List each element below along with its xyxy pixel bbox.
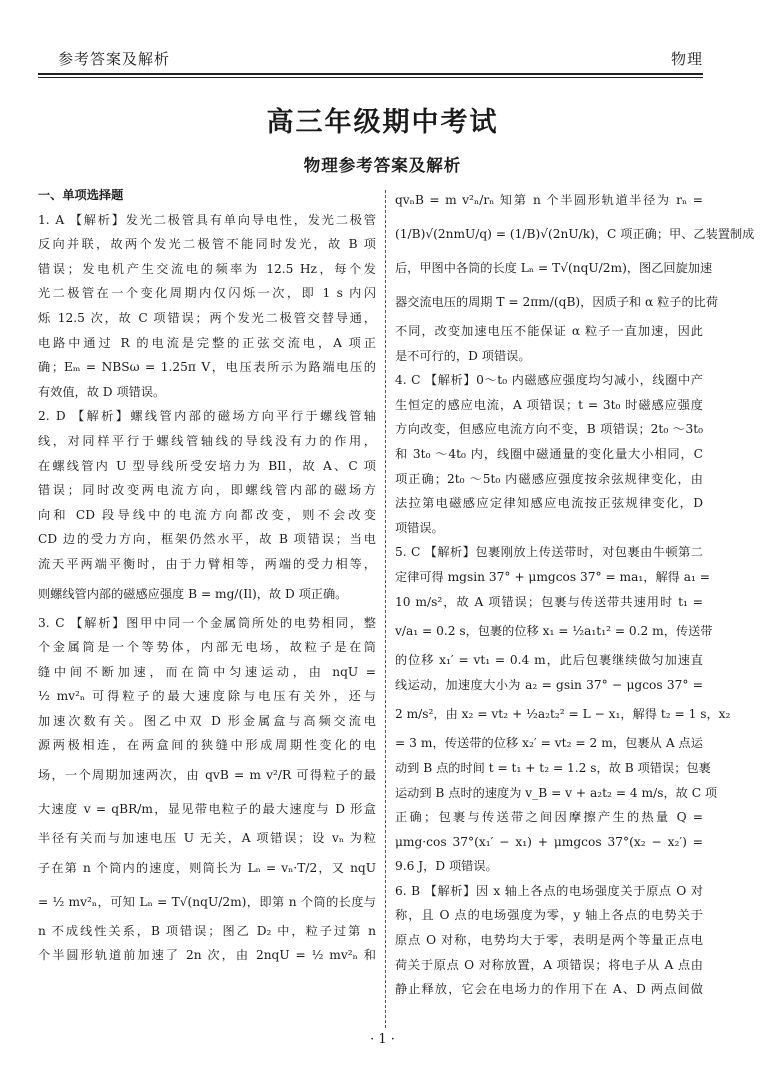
text-line: = 3 m，传送带的位移 x₂′ = vt₂ = 2 m，包裹从 A 点运 (395, 736, 703, 751)
text-line: 法拉第电磁感应定律知感应电流按正弦规律变化，D (395, 496, 703, 511)
text-line: 6. B 【解析】因 x 轴上各点的电场强度关于原点 O 对 (395, 883, 703, 898)
header-subject: 物理 (670, 50, 703, 68)
text-line: 3. C 【解析】图甲中同一个金属筒所处的电势相同，整 (38, 615, 376, 630)
text-line: 在螺线管内 U 型导线所受安培力为 BIl，故 A、C 项 (38, 458, 376, 473)
text-line: 荷关于原点 O 对称放置，A 项错误；将电子从 A 点由 (395, 957, 703, 972)
text-line: 则螺线管内部的磁感应强度 B = mg/(Il)，故 D 项正确。 (38, 586, 348, 601)
column-divider (385, 190, 386, 1028)
text-line: 4. C 【解析】0～t₀ 内磁感应强度均匀减小，线圈中产 (395, 373, 703, 388)
text-line: μmg·cos 37°(x₁′ − x₁) + μmgcos 37°(x₂ − x₂′) = (395, 834, 703, 849)
page-number: · 1 · (370, 1032, 395, 1047)
text-line: CD 边的受力方向，框架仍然水平，故 B 项错误；当电 (38, 532, 376, 547)
text-line: 正确；包裹与传送带之间因摩擦产生的热量 Q = (395, 810, 703, 825)
page-header (38, 44, 703, 72)
text-line: (1/B)√(2nmU/q) = (1/B)√(2nU/k)，C 项正确；甲、乙装置制成 (395, 227, 755, 241)
text-line: 的位移 x₁′ = vt₁ = 0.4 m，此后包裹继续做匀加速直 (395, 653, 703, 668)
text-line: 是不可行的，D 项错误。 (395, 348, 531, 363)
page-subtitle: 物理参考答案及解析 (303, 156, 462, 175)
text-line: 缝中间不断加速，而在筒中匀速运动，由 nqU = (38, 664, 376, 679)
text-line: n 不成线性关系，B 项错误；图乙 D₂ 中，粒子过第 n (38, 923, 376, 938)
text-line: 个半圆形轨道前加速了 2n 次，由 2nqU = ½ mv²ₙ 和 (38, 948, 376, 963)
text-line: 加速次数有关。图乙中双 D 形金属盒与高频交流电 (38, 713, 376, 728)
text-line: 电路中通过 R 的电流是完整的正弦交流电，A 项正 (38, 335, 376, 350)
text-line: 不同，改变加速电压不能保证 α 粒子一直加速，因此 (395, 324, 703, 338)
right-column (395, 183, 755, 1002)
text-line: 反向并联，故两个发光二极管不能同时发光，故 B 项 (38, 237, 376, 252)
text-line: 器交流电压的周期 T = 2πm/(qB)，因质子和 α 粒子的比荷 (395, 295, 719, 309)
text-line: 光二极管在一个变化周期内仅闪烁一次，即 1 s 内闪 (38, 286, 376, 301)
text-line: 错误；发电机产生交流电的频率为 12.5 Hz，每个发 (38, 261, 376, 276)
text-line: 和 3t₀ ～4t₀ 内，线圈中磁通量的变化量大小相同，C (395, 446, 703, 461)
text-line: qvₙB = m v²ₙ/rₙ 知第 n 个半圆形轨道半径为 rₙ = (395, 193, 703, 207)
text-line: = ½ mv²ₙ，可知 Lₙ = T√(nqU/2m)，即第 n 个筒的长度与 (38, 894, 376, 909)
text-line: 称，且 O 点的电场强度为零，y 轴上各点的电势关于 (395, 908, 703, 923)
text-line: 个金属筒是一个等势体，内部无电场，故粒子是在筒 (38, 640, 376, 655)
text-line: 流天平两端平衡时，由于力臂相等，两端的受力相等， (38, 556, 376, 571)
text-line: 半径有关而与加速电压 U 无关，A 项错误；设 vₙ 为粒 (38, 831, 376, 846)
section-heading: 一、单项选择题 (38, 188, 124, 202)
text-line: 项正确；2t₀ ～5t₀ 内磁感应强度按余弦规律变化，由 (395, 471, 703, 486)
text-line: 源两极相连，在两盒间的狭缝中形成周期性变化的电 (38, 738, 376, 753)
text-line: 生恒定的感应电流，A 项错误；t = 3t₀ 时磁感应强度 (395, 397, 703, 412)
text-line: 有效值，故 D 项错误。 (38, 384, 166, 399)
text-line: 大速度 v = qBR/m，显见带电粒子的最大速度与 D 形盒 (38, 802, 376, 817)
text-line: 定律可得 mgsin 37° + μmgcos 37° = ma₁，解得 a₁ = (395, 569, 710, 584)
header-rule (38, 73, 703, 75)
text-line: 错误；同时改变两电流方向，即螺线管内部的磁场方 (38, 483, 376, 498)
page-title: 高三年级期中考试 (266, 107, 499, 138)
text-line: v/a₁ = 0.2 s，包裹的位移 x₁ = ½a₁t₁² = 0.2 m，传送带 (395, 624, 713, 639)
left-column (38, 183, 376, 968)
text-line: 场，一个周期加速两次，由 qvB = m v²/R 可得粒子的最 (38, 768, 376, 783)
text-line: 9.6 J，D 项错误。 (395, 859, 498, 874)
text-line: ½ mv²ₙ 可得粒子的最大速度除与电压有关外，还与 (38, 689, 376, 704)
text-line: 子在第 n 个筒内的速度，则筒长为 Lₙ = vₙ·T/2，又 nqU (38, 860, 376, 875)
text-line: 线，对同样平行于螺线管轴线的导线没有力的作用， (38, 433, 376, 448)
text-line: 后，甲图中各筒的长度 Lₙ = T√(nqU/2m)，图乙回旋加速 (395, 261, 713, 275)
text-line: 运动到 B 点时的速度为 v_B = v + a₂t₂ = 4 m/s，故 C 项 (395, 785, 718, 800)
text-line: 向和 CD 段导线中的电流方向都改变，则不会改变 (38, 507, 376, 522)
text-line: 1. A 【解析】发光二极管具有单向导电性，发光二极管 (38, 212, 376, 227)
text-line: 5. C 【解析】包裹刚放上传送带时，对包裹由牛顿第二 (395, 545, 703, 560)
text-line: 烁 12.5 次，故 C 项错误；两个发光二极管交替导通， (38, 310, 376, 325)
text-line: 方向改变，但感应电流方向不变，B 项错误；2t₀ ～3t₀ (395, 422, 703, 437)
header-left-text: 参考答案及解析 (58, 50, 171, 68)
header-rule-thin (38, 77, 703, 78)
text-line: 2. D 【解析】螺线管内部的磁场方向平行于螺线管轴 (38, 409, 376, 424)
text-line: 确；Eₘ = NBSω = 1.25π V，电压表所示为路端电压的 (38, 360, 376, 375)
text-line: 动到 B 点的时间 t = t₁ + t₂ = 1.2 s，故 B 项错误；包裹 (395, 760, 711, 775)
text-line: 项错误。 (395, 520, 444, 535)
text-line: 原点 O 对称，电势均大于零，表明是两个等量正点电 (395, 933, 703, 948)
text-line: 2 m/s²，由 x₂ = vt₂ + ½a₂t₂² = L − x₁，解得 t₂ = 1 s，x₂ (395, 707, 731, 722)
text-line: 10 m/s²，故 A 项错误；包裹与传送带共速用时 t₁ = (395, 594, 703, 609)
text-line: 静止释放，它会在电场力的作用下在 A、D 两点间做 (395, 982, 703, 997)
text-line: 线运动，加速度大小为 a₂ = gsin 37° − μgcos 37° = (395, 677, 703, 692)
